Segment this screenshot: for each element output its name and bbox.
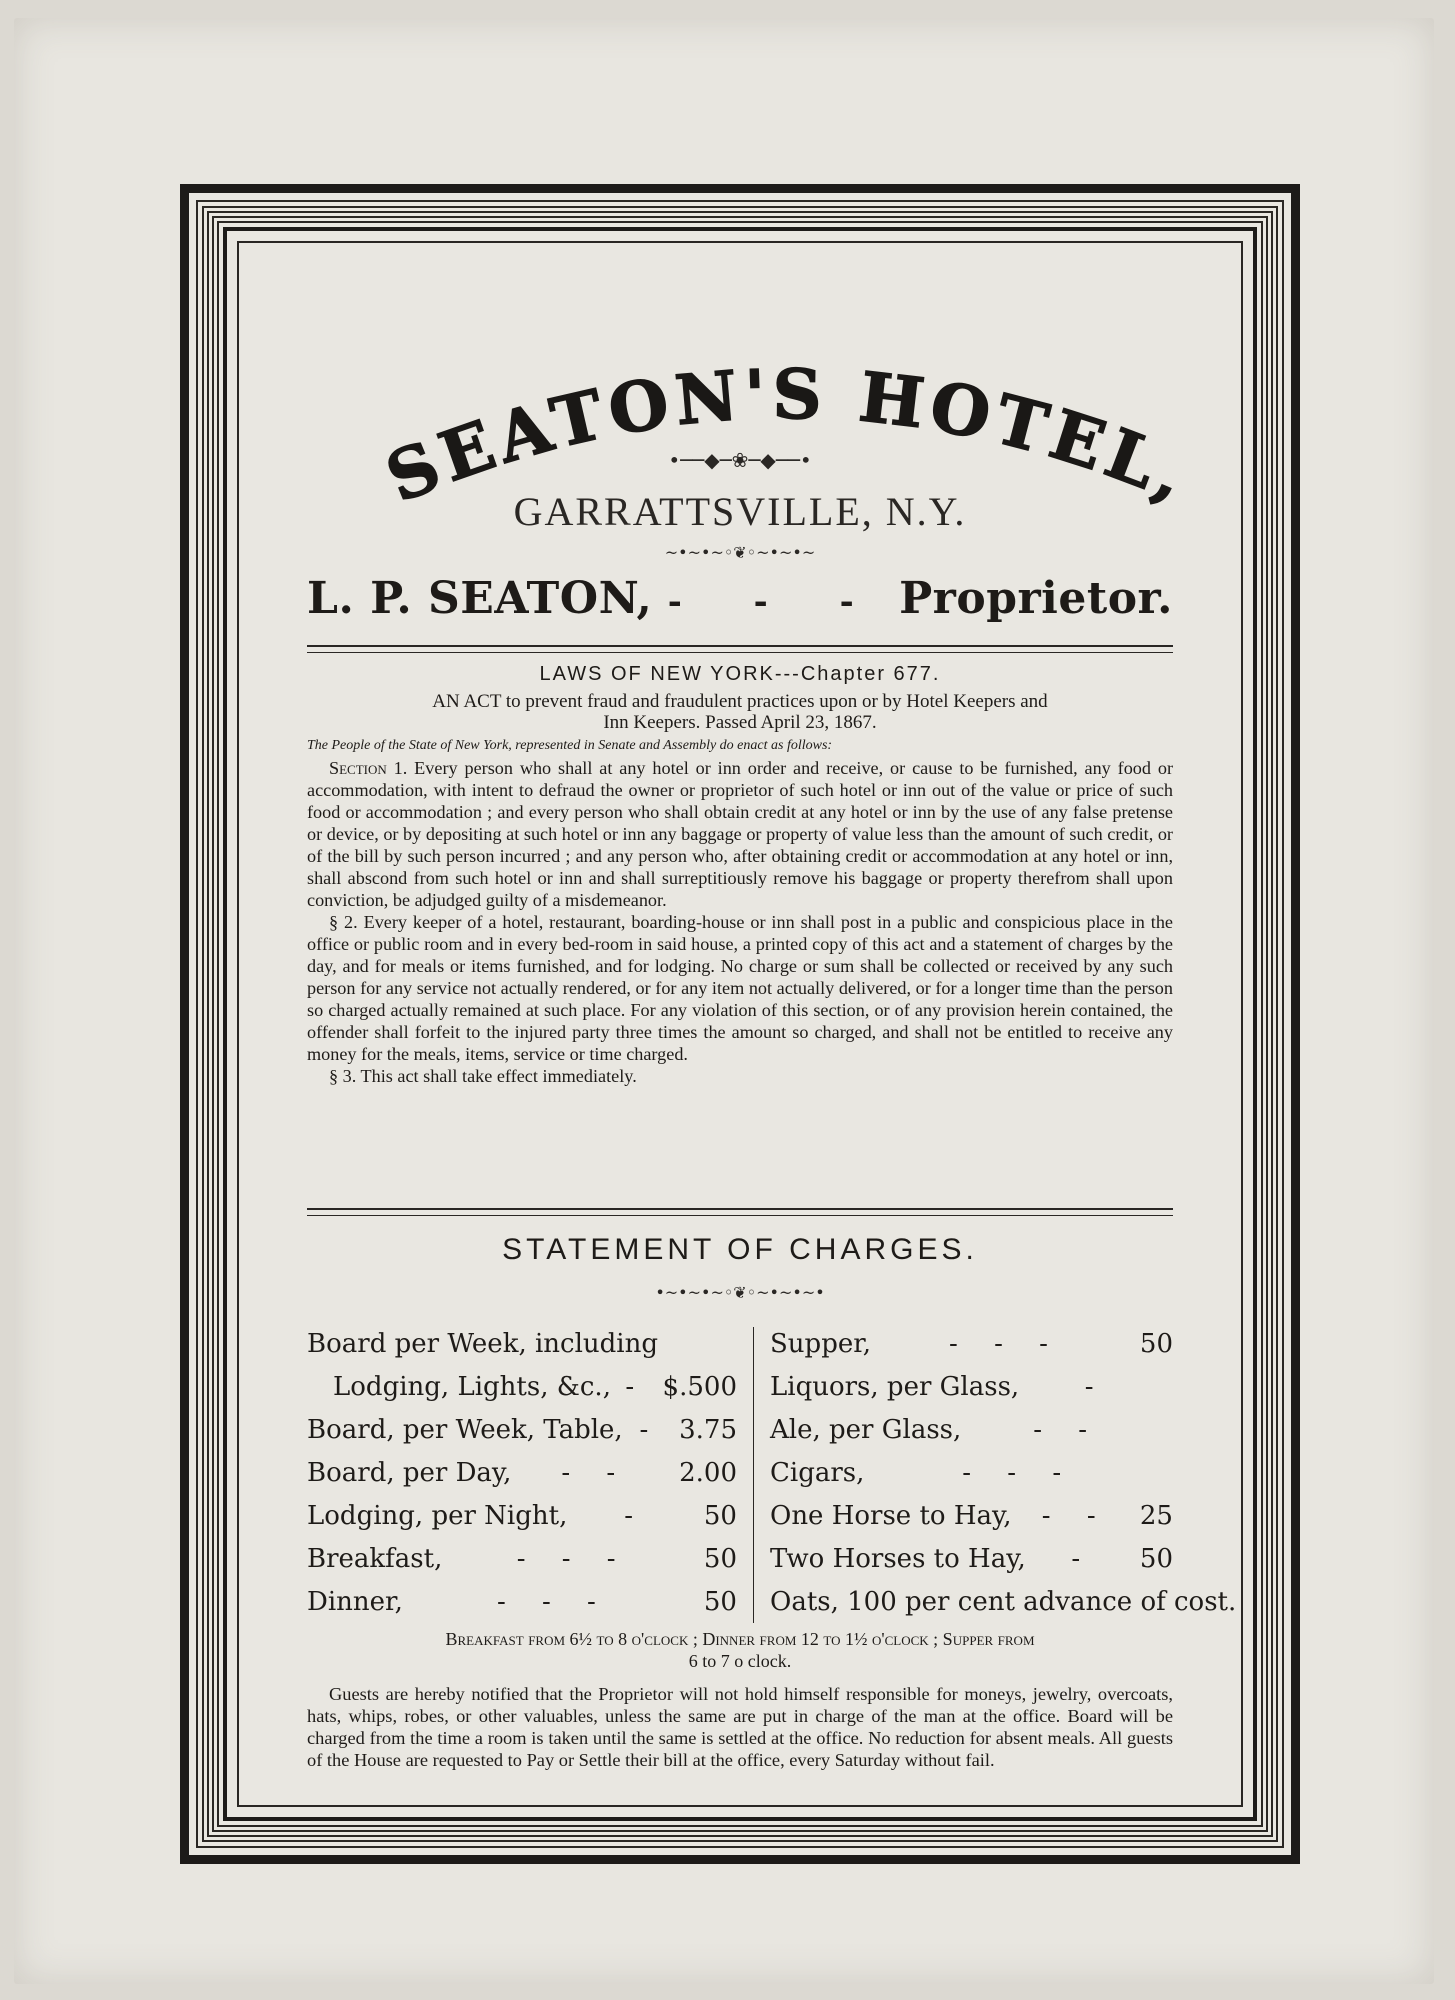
- act-title-line-1: AN ACT to prevent fraud and fraudulent practices upon or by Hotel Keepers and: [432, 691, 1048, 712]
- section-2-text: Every keeper of a hotel, restaurant, boarding-house or inn shall post in a public and conspicious place in the office or public room and in every bed-room in said house, a printed copy of this act and a statement of charges by the day, and for meals or items furnished, and for lodging. No charge or sum shall be collected or received by any such person for any service not actually rendered, or for any item not actually delivered, or for a longer time than the person so charged actually remained at such place. For any violation of this section, or of any provision herein contained, the offender shall forfeit to the injured party three times the amount so charged, and shall not be entitled to receive any money for the meals, items, service or time charged.: [307, 912, 1174, 1064]
- charge-price: 50: [703, 1544, 737, 1574]
- charge-dashes: -: [639, 1415, 663, 1445]
- charge-item: Lodging, per Night,: [307, 1501, 568, 1531]
- charge-price: 50: [703, 1587, 737, 1617]
- statement-ornament: •~•~•~◦❦◦~•~•~•: [655, 1283, 825, 1302]
- double-rule: [307, 645, 1173, 653]
- proprietor-line: [307, 573, 1173, 624]
- proprietor-title: Proprietor.: [899, 573, 1173, 624]
- charge-dashes: - - -: [496, 1587, 610, 1617]
- charge-row: [307, 1366, 737, 1409]
- act-title-line-2: Inn Keepers. Passed April 23, 1867.: [603, 712, 877, 733]
- charge-dashes: - -: [1041, 1501, 1110, 1531]
- section-3-label: § 3.: [329, 1066, 357, 1086]
- section-1: [307, 757, 1173, 911]
- charge-price: 50: [1139, 1329, 1173, 1359]
- guest-notice: Guests are hereby notified that the Proprietor will not hold himself responsible for moneys, jewelry, overcoats, hats, whips, robes, or other valuables, unless the same are put in charge of the man at the office. Board will be charged from the time a room is taken until the same is settled at the office. No reduction for absent meals. All guests of the House are requested to Pay or Settle their bill at the office, every Saturday without fail.: [307, 1684, 1173, 1770]
- proprietor-name: L. P. SEATON,: [307, 573, 653, 624]
- charge-row: [307, 1495, 737, 1538]
- law-sections: [307, 757, 1173, 1087]
- charge-dashes: - - -: [516, 1544, 630, 1574]
- charge-row: [770, 1323, 1173, 1366]
- charge-dashes: - - -: [949, 1329, 1062, 1359]
- hotel-name-text: SEATON'S HOTEL,: [375, 354, 1203, 518]
- charge-dashes: -: [625, 1372, 649, 1402]
- divider-ornament: ~•~•~◦❦◦~•~•~: [664, 543, 816, 562]
- printed-card: [14, 18, 1434, 1984]
- charge-item: Ale, per Glass,: [770, 1415, 962, 1445]
- charge-dashes: - - -: [962, 1458, 1076, 1488]
- section-1-text: Every person who shall at any hotel or inn order and receive, or cause to be furnished, any food or accommodation, with intent to defraud the owner or proprietor of such hotel or inn out of the value or price of such food or accommodation ; and every person who shall obtain credit at any hotel or inn by the use of any false pretense or device, or by depositing at such hotel or inn any baggage or property of value less than the amount of such credit, or of the bill by such person incurred ; and any person who, after obtaining credit or accommodation at any hotel or inn, shall abscond from such hotel or inn and shall surreptitiously remove his baggage or property therefrom shall upon conviction, be adjudged guilty of a misdemeanor.: [307, 758, 1173, 910]
- charge-row: [770, 1495, 1173, 1538]
- charge-row: [307, 1452, 737, 1495]
- charge-item: Liquors, per Glass,: [770, 1372, 1020, 1402]
- statement-heading: STATEMENT OF CHARGES.: [502, 1233, 978, 1266]
- charges-left-column: [307, 1323, 737, 1624]
- charge-row: [770, 1452, 1173, 1495]
- charge-item: Cigars,: [770, 1458, 865, 1488]
- meal-times-line-2: 6 to 7 o clock.: [688, 1651, 792, 1671]
- charge-dashes: -: [1084, 1372, 1108, 1402]
- double-rule-2: [307, 1208, 1173, 1216]
- charge-dashes: -: [1071, 1544, 1095, 1574]
- charge-item: Oats, 100 per cent advance of cost.: [770, 1587, 1237, 1617]
- meal-times-line-1: Breakfast from 6½ to 8 o'clock ; Dinner from 12 to 1½ o'clock ; Supper from: [445, 1629, 1035, 1649]
- charge-item: Breakfast,: [307, 1544, 443, 1574]
- charge-price: 25: [1139, 1501, 1173, 1531]
- section-2: [307, 911, 1173, 1065]
- charge-row: [770, 1366, 1173, 1409]
- charge-item: Board, per Week, Table,: [307, 1415, 623, 1445]
- section-3-text: This act shall take effect immediately.: [360, 1066, 637, 1086]
- charge-item: Two Horses to Hay,: [770, 1544, 1026, 1574]
- charge-item: Board, per Day,: [307, 1458, 512, 1488]
- charge-price: $.500: [662, 1372, 737, 1402]
- charge-row: [307, 1409, 737, 1452]
- charge-item: Dinner,: [307, 1587, 403, 1617]
- charge-item: Lodging, Lights, &c.,: [333, 1372, 611, 1402]
- flourish-ornament: •──◆─❀─◆──•: [668, 448, 812, 472]
- laws-heading: LAWS OF NEW YORK---Chapter 677.: [539, 663, 941, 685]
- column-divider: [753, 1327, 754, 1623]
- act-title: [307, 691, 1173, 733]
- proprietor-dashes: - - -: [667, 582, 884, 622]
- charges-table: [307, 1323, 1237, 1623]
- charge-row: [770, 1538, 1173, 1581]
- charge-dashes: -: [624, 1501, 648, 1531]
- section-2-label: § 2.: [329, 912, 358, 932]
- charge-row: [307, 1538, 737, 1581]
- charge-item: Supper,: [770, 1329, 872, 1359]
- charge-dashes: - -: [1033, 1415, 1102, 1445]
- charge-dashes: - -: [561, 1458, 630, 1488]
- charges-right-column: [770, 1323, 1237, 1624]
- charge-price: 3.75: [679, 1415, 737, 1445]
- charge-row: [307, 1581, 737, 1624]
- charge-price: 50: [1139, 1544, 1173, 1574]
- enacting-clause: The People of the State of New York, represented in Senate and Assembly do enact as follows:: [307, 738, 833, 753]
- decorative-border-frame: [180, 184, 1300, 1864]
- charge-row: [307, 1323, 737, 1366]
- charge-row: [770, 1581, 1237, 1624]
- charge-price: 50: [703, 1501, 737, 1531]
- inner-panel: [237, 241, 1243, 1807]
- section-3: [307, 1065, 1173, 1087]
- section-1-label: Section 1.: [329, 758, 408, 778]
- charge-item: One Horse to Hay,: [770, 1501, 1012, 1531]
- charge-row: [770, 1409, 1173, 1452]
- hotel-location: GARRATTSVILLE, N.Y.: [513, 489, 967, 534]
- charge-price: 2.00: [679, 1458, 737, 1488]
- meal-times: [307, 1628, 1173, 1672]
- charge-item: Board per Week, including: [307, 1329, 659, 1359]
